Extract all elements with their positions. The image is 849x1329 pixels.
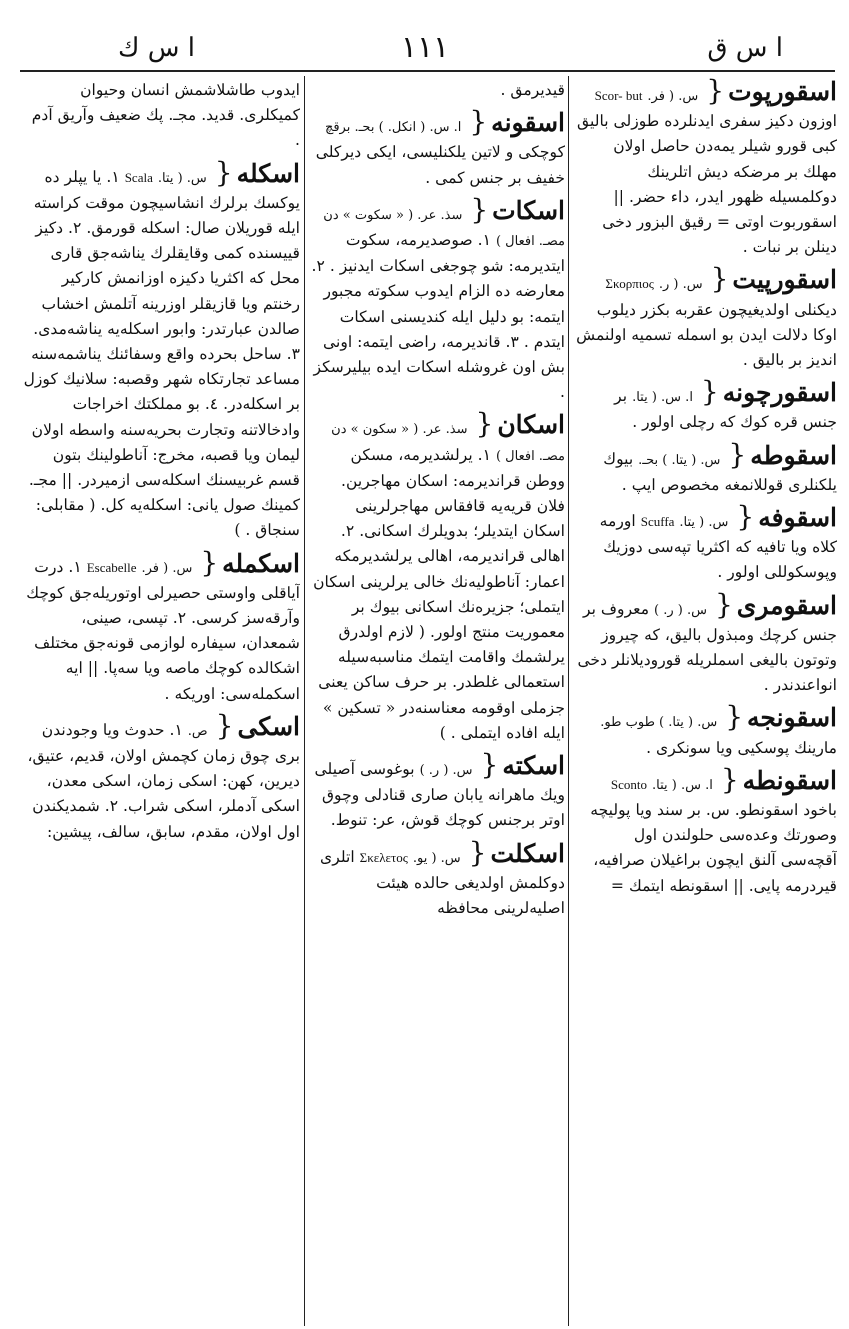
entry-headword: اسقورچونه (722, 378, 837, 408)
header-left-guide: ا س ك (118, 33, 195, 63)
column-rule-right (568, 76, 569, 1326)
entry-headword: اسقورپوت (728, 78, 837, 106)
entry-grammar: س. ( يو. (412, 850, 461, 866)
entry-definition: كوچكى و لاتين يلكنليسى، ايكى ديركلى خفيف بر جنس كمى . (315, 143, 565, 187)
dictionary-entry (310, 407, 565, 746)
dictionary-entry (310, 192, 565, 406)
entry-definition: ١. صوصديرمه، سكوت ايتديرمه: شو چوجغى اسكات ايدنيز . ٢. معارضه ده الزام ايدوب سكوته مجبور ايتمه: بو دليل ايله كنديسنى اسكات ايتدم . ٣. قانديرمه، راضى ايتمه: اونى بش اون غروشله اسكات ايده بيليرسكز . (311, 231, 565, 402)
entry-continuation (310, 78, 565, 103)
brace-glyph: { (200, 545, 219, 579)
dictionary-entry (22, 155, 300, 544)
brace-glyph: { (725, 700, 744, 734)
entry-definition: ١. حدوث ويا وجودندن برى چوق زمان كچمش اولان، قديم، عتيق، ديرين، كهن: اسكى زمان، اسكى معدن، اسكى آدملر، اسكى شراب. ٢. شمديكندن اول اولان، مقدم، سابق، سالف، پيشين: (27, 720, 300, 841)
entry-etymon: Scor- but (594, 88, 643, 103)
entry-headword: اسكات (492, 195, 565, 225)
column-right (575, 78, 837, 1328)
entry-headword: اسكلت (490, 838, 565, 868)
entry-grammar: ا. س. ( يتا. (632, 390, 693, 406)
dictionary-entry (575, 78, 837, 260)
entry-definition: اوزون دكيز سفرى ايدنلرده طوزلى باليق كبى قورو شيلر يمه‌دن حاصل اولان مهلك بر مرضكه ديش اتلرينك دوكلمسيله ظهور ايدر، داء حضر. || اسقوربوت اوتى = رقيق البزور دخى دينلن بر نبات . (577, 112, 837, 257)
entry-grammar: س. ( ر. (658, 277, 703, 293)
entry-definition: ١. يا يپلر ده يوكسك برلرك انشاسيچون موقت كراسته ايله قوريلان صال: اسكله قورمق. ٢. دكيز قييسنده كمى وقايقلرك يناشه‌جق قارى محل كه اكثريا دكيزه اوزانمش كاركير رخنتم ويا قازيقلر اوزرينه آتلمش اخشاب صالدن عبارتدر: وابور اسكله‌يه يناشه‌مدى. ٣. ساحل بحرده واقع وسفائنك يناشمه‌سنه مساعد تجارتكاه شهر وقصبه: سلانيك كوزل بر اسكله‌در. ٤. بو مملكتك اخراجات وادخالاتنه وتجارت بحريه‌سنه واسطه اولان ليمان ويا قصبه، مخرج: آناطولينك بتون قسم غربيسنك اسكله‌سى ازميردر. || مجـ. كمينك صول يانى: اسكله‌يه كل. ( مقابلى: سنجاق . ) (23, 167, 300, 540)
entry-definition: ١. درت آياقلى واوستى حصيرلى اوتوريله‌جق كوچك وآرقه‌سز كرسى. ٢. تپسى، صينى، شمعدان، سيفاره لوازمى قونه‌جق مختلف اشكالده كوچك ماصه ويا سه‌پا. || ايه اسكمله‌سى: اوريكه . (26, 557, 300, 703)
entry-headword: اسقوطه (750, 440, 837, 470)
entry-grammar: ا. س. ( يتا. (652, 777, 713, 793)
entry-definition: اتلرى دوكلمش اولديغى حالده هيئت اصليه‌لرينى محافظه (320, 847, 565, 918)
brace-glyph: { (728, 437, 747, 471)
brace-glyph: { (469, 105, 488, 139)
entry-headword: اسقونطه (742, 765, 837, 795)
entry-etymon: Σκελετος (359, 849, 408, 865)
entry-headword: اسقورپيت (732, 265, 837, 295)
entry-grammar: س. ( يتا. (157, 170, 207, 186)
entry-continuation (22, 78, 300, 154)
dictionary-entry (310, 748, 565, 834)
entry-definition: بوغوسى آصيلى ويك ماهرانه يابان صارى قنادلى وچوق اوتر برجنس كوچك قوش، عر: تنوط. (314, 760, 565, 830)
entry-grammar: س. ( ر. ) (419, 763, 473, 779)
column-left (22, 78, 300, 1328)
entry-headword: اسقونجه (747, 703, 837, 733)
entry-etymon: Scuffa (640, 514, 675, 530)
brace-glyph: { (214, 155, 233, 189)
header-right-guide: ا س ق (707, 33, 783, 63)
entry-definition: باخود اسقونطو. س. بر سند ويا پوليچه وصورتك وعده‌سى حلولندن اول آقچه‌سى آلنق ايچون براغيلان صرافيه، قيردرمه پايى. || اسقونطه ايتمك = (590, 801, 837, 895)
entry-definition: ايدوب طاشلاشمش انسان وحيوان كميكلرى. قديد. مجـ. پك ضعيف وآريق آدم . (31, 81, 300, 150)
dictionary-entry (310, 105, 565, 191)
entry-grammar: س. ( يتا. ) طوب طو. (600, 715, 718, 731)
column-rule-left (304, 76, 305, 1326)
entry-grammar: سذ. عر. ( « سكوت » دن مصـ. افعال ) (323, 207, 565, 250)
dictionary-entry (575, 375, 837, 435)
entry-etymon: Sconto (610, 776, 648, 792)
brace-glyph: { (475, 407, 494, 441)
entry-grammar: ا. س. ( انكل. ) بحـ. برقچ (324, 120, 462, 136)
entry-headword: اسقونه (491, 108, 565, 138)
dictionary-entry (575, 437, 837, 498)
brace-glyph: { (720, 762, 739, 796)
entry-grammar: س. ( يتا. ) بحـ. (638, 452, 721, 468)
dictionary-entry (575, 762, 837, 899)
page-number: ١١١ (400, 30, 450, 65)
brace-glyph: { (468, 835, 487, 869)
brace-glyph: { (215, 708, 234, 742)
brace-glyph: { (470, 192, 489, 226)
entry-definition: اورمه كلاه ويا تافيه كه اكثريا تپه‌سى دوزيك وپوسكوللى اولور . (599, 512, 837, 582)
page-header (0, 28, 849, 68)
dictionary-entry (575, 262, 837, 373)
brace-glyph: { (480, 748, 499, 782)
entry-definition: بيوك يلكنلرى قوللانمغه مخصوص ايپ . (603, 449, 837, 494)
entry-etymon: Escabelle (86, 559, 137, 575)
header-rule (20, 70, 835, 72)
dictionary-entry (575, 587, 837, 699)
dictionary-entry (22, 708, 300, 845)
entry-definition: بر جنس قره كوك كه رچلى اولور . (614, 387, 837, 432)
entry-grammar: ص. (187, 723, 208, 739)
entry-grammar: س. ( ر. ) (654, 602, 707, 618)
brace-glyph: { (714, 587, 733, 621)
dictionary-entry (575, 700, 837, 760)
entry-grammar: س. ( يتا. (679, 515, 729, 531)
entry-definition: قيديرمق . (500, 81, 565, 99)
entry-headword: اسكته (502, 751, 565, 781)
brace-glyph: { (706, 78, 725, 107)
dictionary-entry (22, 545, 300, 707)
entry-grammar: سذ. عر. ( « سكون » دن مصـ. افعال ) (331, 422, 565, 464)
dictionary-entry (575, 500, 837, 586)
entry-grammar: س. ( فر. (647, 89, 699, 104)
entry-etymon: Σκορπιος (605, 276, 654, 292)
entry-definition: ١. يرلشديرمه، مسكن ووطن قرانديرمه: اسكان مهاجرين. فلان قريه‌يه قافقاس مهاجرلرينى اسكان ايتديلر؛ بدويلرك اسكانى. ٢. اهالى قرانديرمه، اهالى يرلشديرمكه اعمار: آناطوليه‌نك خالى يرلرينى اسكان ايتملى؛ جزيره‌نك اسكانى بيوك بر معموريت منتج اولور. ( لازم اولدرق يرلشمك واقامت ايتمك مناسبه‌سيله استعمالى غلطدر. بر حرف ساكن يعنى جزملى اوقومه معناسنه‌در « تسكين » ايله افاده ايتملى . ) (313, 445, 565, 742)
entry-headword: اسقوفه (758, 503, 837, 533)
entry-headword: اسقومرى (736, 590, 837, 620)
entry-definition: مارينك پوسكيى ويا سونكرى . (646, 738, 837, 757)
entry-definition: معروف بر جنس كرچك ومبذول باليق، كه چيروز وتوتون باليغى اسملريله قوروديلانلر دخى انواعندندر . (577, 599, 837, 695)
entry-headword: اسكان (497, 410, 565, 440)
entry-headword: اسكله (236, 158, 300, 188)
column-middle (310, 78, 565, 1328)
entry-definition: ديكنلى اولديغيچون عقربه بكزر ديلوب اوكا دلالت ايدن بو اسمله تسميه اولنمش انديز بر باليق . (576, 300, 837, 370)
entry-grammar: س. ( فر. (141, 560, 193, 576)
brace-glyph: { (700, 375, 719, 409)
dictionary-entry (310, 835, 565, 922)
entry-etymon: Scala (124, 169, 153, 185)
brace-glyph: { (710, 262, 729, 296)
entry-headword: اسكمله (222, 548, 300, 578)
brace-glyph: { (736, 500, 755, 534)
entry-headword: اسكى (237, 711, 300, 741)
